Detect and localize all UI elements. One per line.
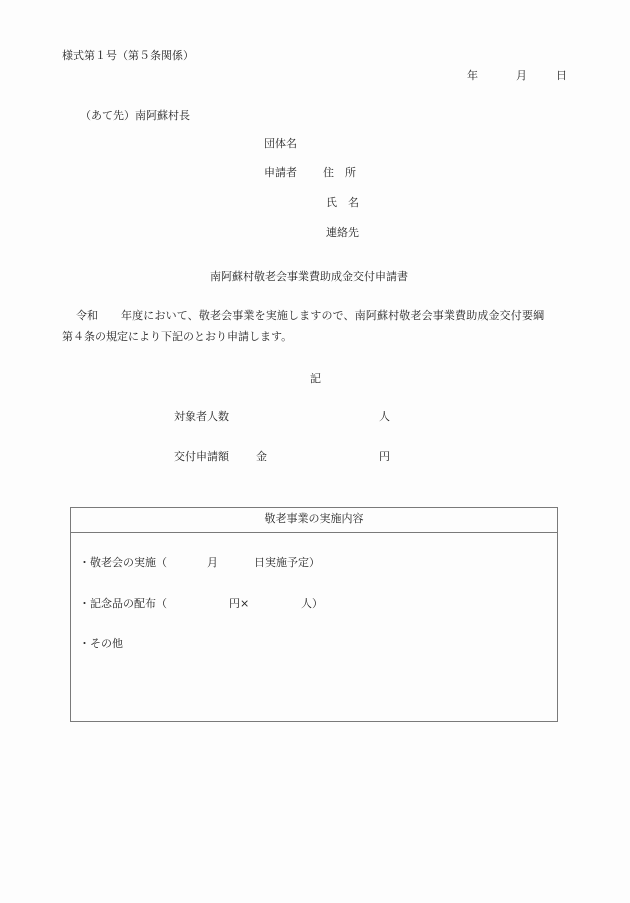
body-line-2: 第４条の規定により下記のとおり申請します。 bbox=[62, 330, 293, 343]
item-keirokai: ・敬老会の実施（ bbox=[79, 556, 167, 569]
item-kinenhin: ・記念品の配布（ bbox=[79, 597, 167, 610]
amount-label: 交付申請額 bbox=[174, 450, 229, 463]
body-line-1: 年度において、敬老会事業を実施しますので、南阿蘇村敬老会事業費助成金交付要綱 bbox=[121, 309, 545, 322]
item-kinenhin-yen: 円× bbox=[229, 597, 250, 610]
ki-label: 記 bbox=[310, 372, 321, 385]
item-kinenhin-people: 人） bbox=[301, 597, 323, 610]
target-count-label: 対象者人数 bbox=[174, 410, 229, 423]
applicant-label: 申請者 bbox=[264, 166, 297, 179]
amount-prefix: 金 bbox=[256, 450, 267, 463]
item-keirokai-day: 日実施予定） bbox=[254, 556, 320, 569]
name-label: 氏 名 bbox=[326, 196, 359, 209]
addressee: （あて先）南阿蘇村長 bbox=[80, 109, 190, 122]
form-number: 様式第１号（第５条関係） bbox=[62, 49, 194, 62]
contact-label: 連絡先 bbox=[326, 226, 359, 239]
day-label: 日 bbox=[556, 69, 567, 82]
implementation-box bbox=[70, 507, 558, 722]
era-label: 令和 bbox=[76, 309, 98, 322]
month-label: 月 bbox=[516, 69, 527, 82]
group-name-label: 団体名 bbox=[264, 137, 297, 150]
item-other: ・その他 bbox=[79, 637, 123, 650]
document-title: 南阿蘇村敬老会事業費助成金交付申請書 bbox=[210, 270, 408, 283]
address-label: 住 所 bbox=[323, 166, 356, 179]
amount-unit: 円 bbox=[379, 450, 390, 463]
year-label: 年 bbox=[467, 69, 478, 82]
target-count-unit: 人 bbox=[379, 410, 390, 423]
box-header: 敬老事業の実施内容 bbox=[71, 508, 557, 533]
item-keirokai-month: 月 bbox=[207, 556, 218, 569]
